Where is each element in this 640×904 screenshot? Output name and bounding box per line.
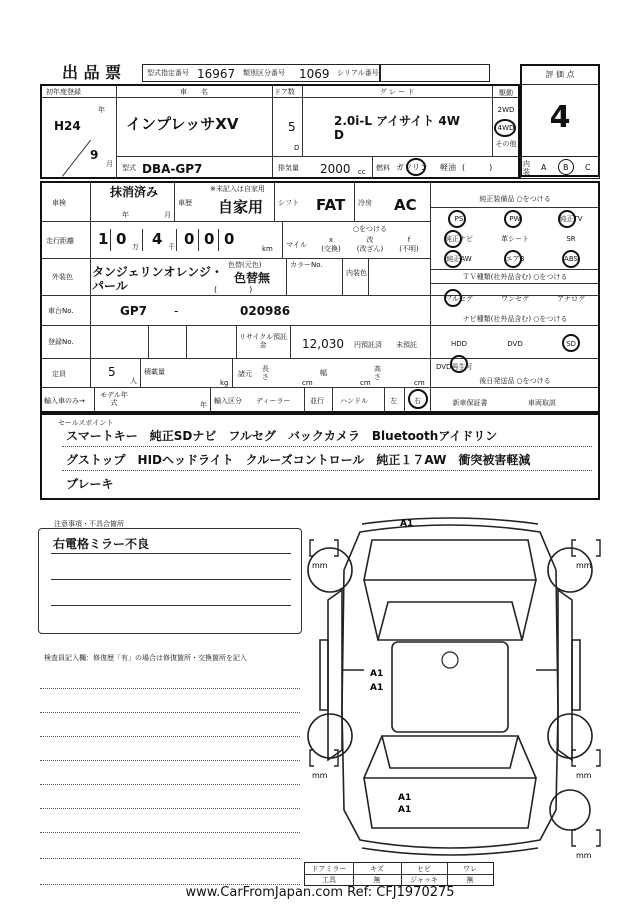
recycle-status-undeposited: 未預託: [396, 341, 417, 349]
navi-dvd: DVD: [507, 340, 523, 348]
equip-aw: 純正AW: [446, 255, 472, 263]
chassis-no: 020986: [240, 304, 291, 318]
shaken-month-label: 月: [164, 211, 171, 219]
handle-right-circle: [408, 389, 428, 409]
damage-mark-front-bumper: A1: [400, 519, 414, 529]
equip-tv-circle: [558, 210, 576, 228]
selling-points-block: [40, 413, 600, 500]
ac-label: 冷房: [358, 199, 372, 207]
legend-value-tools-status: 無: [373, 876, 381, 884]
navi-title: ナビ種類(社外品含む) ○をつける: [462, 315, 568, 323]
vehicle-name: インプレッサXV: [126, 115, 239, 133]
tv-oneseg: ワンセグ: [501, 295, 529, 303]
capacity-unit: 人: [130, 377, 137, 385]
equip-leather: 革シート: [501, 235, 529, 243]
mileage-digits: [94, 229, 284, 253]
model-cert-label: 型式指定番号: [147, 69, 189, 77]
interior-box: [520, 156, 600, 179]
height-label: 高さ: [374, 365, 381, 381]
mileage-digit-1: 1: [98, 230, 109, 248]
model-cert-no: 16967: [197, 67, 236, 81]
first-reg-month: 9: [90, 148, 99, 162]
repaint-paren: ( ): [214, 285, 253, 294]
page-title: 出 品 票: [62, 63, 122, 82]
import-label: 輸入車のみ→: [44, 397, 85, 405]
width-label: 幅: [320, 369, 327, 377]
interior-b: B: [563, 163, 569, 172]
width-unit: cm: [360, 379, 371, 387]
import-class-label: 輸入区分: [214, 397, 242, 405]
interior-label: 内装: [523, 160, 530, 176]
capacity-label: 定員: [52, 370, 66, 378]
mileage-sen: 千: [168, 243, 175, 251]
history-value: 自家用: [218, 198, 264, 216]
equip-airbag-circle: [504, 250, 522, 268]
equip-navi-circle: [444, 230, 462, 248]
notes-label: 注意事項・不具合箇所: [54, 520, 124, 528]
grade-label: グ レ ー ド: [379, 88, 415, 96]
dvd-playable: DVD再生可: [436, 363, 473, 371]
door-suffix: D: [294, 144, 300, 152]
model-code: DBA-GP7: [142, 162, 203, 176]
interior-b-circle: [558, 159, 574, 175]
mileage-km: km: [262, 245, 273, 253]
mileage-circle-note: ○をつける: [352, 225, 388, 233]
load-unit: kg: [220, 379, 229, 387]
equip-abs: ABS: [564, 255, 578, 263]
opt-unknown-sym: f: [407, 236, 411, 244]
handle-right: 右: [414, 397, 421, 405]
selling-point-line-1: スマートキー 純正SDナビ フルセグ バックカメラ Bluetoothアイドリン: [66, 429, 498, 443]
repaint-label: 色替(元色): [228, 261, 262, 269]
displacement-unit: cc: [358, 168, 366, 176]
car-damage-diagram: [300, 510, 620, 880]
legend-value-jack: ジャッキ: [410, 876, 438, 884]
opt-unknown: (不明): [399, 245, 419, 253]
legend-value-jack-status: 無: [466, 876, 474, 884]
after-title: 後日発送品 ○をつける: [479, 377, 551, 385]
dvd-playable-circle: [450, 355, 468, 373]
mileage-digit-5: 0: [204, 230, 215, 248]
shift-value: FAT: [316, 196, 346, 214]
model-year-label: モデル年式: [100, 391, 128, 407]
damage-mark-rear-1: A1: [398, 793, 412, 803]
damage-mark-left-rear-door: A1: [370, 683, 384, 693]
tv-fullseg: フルセグ: [445, 295, 473, 303]
grade-value: 2.0i-L アイサイト 4W D: [334, 114, 461, 142]
tv-title: ＴＶ種類(社外品含む) ○をつける: [462, 273, 568, 281]
drive-other: その他: [495, 140, 517, 148]
equip-abs-circle: [562, 250, 580, 268]
chassis-label: 車台No.: [48, 307, 74, 315]
equip-airbag: エアB: [505, 255, 525, 263]
equip-tv: 純正TV: [559, 215, 583, 223]
drive-2wd: 2WD: [497, 106, 515, 114]
mileage-digit-6: 0: [224, 230, 235, 248]
mm-label-front-right: mm: [576, 561, 592, 570]
color-label: 外装色: [52, 273, 73, 281]
reg-label: 登録No.: [48, 338, 74, 346]
history-label: 車歴: [178, 199, 192, 207]
legend-value-tools: 工具: [322, 876, 336, 884]
fuel-gas-circle: [406, 158, 426, 176]
damage-mark-left-front-door: A1: [370, 669, 384, 679]
selling-point-line-2: グストップ HIDヘッドライト クルーズコントロール 純正１７AW 衝突被害軽減: [66, 453, 531, 467]
first-reg-year: H24: [54, 119, 81, 133]
score-value: 4: [549, 100, 571, 135]
shift-label: シフト: [278, 199, 299, 207]
equip-pw-circle: [504, 210, 522, 228]
displacement-label: 排気量: [278, 164, 299, 172]
interior-color-label: 内装色: [346, 269, 367, 277]
repaint-value: 色替無: [234, 271, 271, 285]
load-label: 積載量: [144, 368, 165, 376]
doors-value: 5: [288, 120, 296, 134]
navi-sd: SD: [566, 340, 576, 348]
fuel-diesel: 軽油: [440, 163, 456, 172]
shaken-label: 車検: [52, 199, 66, 207]
mileage-digit-4: 0: [184, 230, 195, 248]
doors-label: ドア数: [274, 88, 295, 96]
serial-label: シリアル番号: [337, 69, 379, 77]
ac-value: AC: [394, 196, 417, 214]
navi-sd-circle: [562, 334, 580, 352]
history-note: ※未記入は自家用: [210, 185, 265, 193]
mileage-man: 万: [132, 243, 139, 251]
equip-pw: PW: [509, 215, 521, 223]
legend-header-crack: ヒビ: [417, 865, 431, 873]
import-dealer: ディーラー: [256, 397, 291, 405]
mileage-label: 走行距離: [46, 237, 74, 245]
mile-label: マイル: [286, 241, 307, 249]
name-label: 車 名: [180, 88, 208, 96]
drive-label: 駆動: [499, 89, 513, 97]
equipment-title: 純正装備品 ○をつける: [479, 195, 551, 203]
chassis-dash: -: [174, 304, 179, 318]
mileage-digit-3: 4: [152, 230, 163, 248]
equip-aw-circle: [444, 250, 462, 268]
first-reg-label: 初年度登録: [46, 88, 81, 96]
legend-header-break: ワレ: [463, 865, 477, 873]
drive-4wd-circle: [494, 119, 516, 137]
mm-label-rear-left: mm: [312, 771, 328, 780]
length-label: 長さ: [262, 365, 269, 381]
handle-label: ハンドル: [340, 397, 368, 405]
shaken-status: 抹消済み: [110, 185, 159, 199]
drive-4wd: 4WD: [497, 124, 515, 132]
chassis-prefix: GP7: [120, 304, 147, 318]
mm-label-rear-right: mm: [576, 771, 592, 780]
tv-analog: アナログ: [557, 295, 585, 303]
selling-points-label: セールスポイント: [58, 419, 114, 427]
legend-header-mirror: ドアミラー: [311, 865, 347, 873]
fuel-gas: ガソリン: [396, 163, 428, 172]
shaken-year-label: 年: [122, 211, 129, 219]
inspection-block: [40, 181, 600, 413]
month-label: 月: [106, 160, 113, 168]
legend-table: [304, 862, 494, 886]
class-label: 類別区分番号: [243, 69, 285, 77]
mileage-digit-2: 0: [116, 230, 127, 248]
height-unit: cm: [414, 379, 425, 387]
recycle-amount: 12,030: [302, 337, 344, 351]
interior-a: A: [541, 163, 547, 172]
opt-tamper: (改ざん): [356, 245, 384, 253]
dims-label: 諸元: [238, 370, 252, 378]
length-unit: cm: [302, 379, 313, 387]
year-label: 年: [98, 106, 105, 114]
selling-point-line-3: ブレーキ: [66, 477, 114, 491]
score-label: 評 価 点: [545, 70, 575, 79]
color-no-label: カラーNo.: [290, 261, 323, 269]
watermark: www.CarFromJapan.com Ref: CFJ1970275: [185, 885, 455, 900]
mm-label-front-left: mm: [312, 561, 328, 570]
legend-header-scratch: キズ: [370, 865, 384, 873]
opt-exchange-sym: x: [328, 236, 334, 244]
interior-c: C: [585, 163, 591, 172]
class-no: 1069: [299, 67, 330, 81]
fuel-paren: ( ): [462, 163, 493, 172]
vehicle-block: [40, 84, 520, 179]
opt-exchange: (交換): [321, 245, 341, 253]
tv-fullseg-circle: [444, 289, 462, 307]
after-warranty: 新車保証書: [452, 399, 488, 407]
header-cert-row: [142, 64, 380, 82]
serial-box: [380, 64, 490, 82]
equip-sr: SR: [566, 235, 576, 243]
equip-ps-circle: [448, 210, 466, 228]
equip-ps: PS: [454, 215, 464, 223]
equip-navi: 純正ナビ: [445, 235, 473, 243]
fuel-label: 燃料: [376, 164, 390, 172]
model-label: 型式: [122, 164, 136, 172]
handle-left: 左: [390, 397, 397, 405]
navi-hdd: HDD: [450, 340, 468, 348]
recycle-status-deposited: 円預託済: [354, 341, 382, 349]
recycle-label: リサイクル預託金: [238, 333, 288, 349]
notes-text: 右電格ミラー不良: [53, 537, 150, 551]
model-year-unit: 年: [200, 401, 207, 409]
opt-tamper-sym: 改: [366, 236, 374, 244]
mm-label-spare: mm: [576, 851, 592, 860]
displacement-value: 2000: [320, 162, 351, 176]
color-value: タンジェリンオレンジ・パール: [92, 265, 223, 293]
notes-box: [38, 528, 302, 634]
damage-mark-rear-2: A1: [398, 805, 412, 815]
import-parallel: 並行: [310, 397, 324, 405]
capacity-value: 5: [108, 365, 116, 379]
inspector-label: 検査員記入欄：修復歴「有」の場合は修復箇所・交換箇所を記入: [44, 654, 247, 662]
after-manual: 車両取説: [528, 399, 556, 407]
